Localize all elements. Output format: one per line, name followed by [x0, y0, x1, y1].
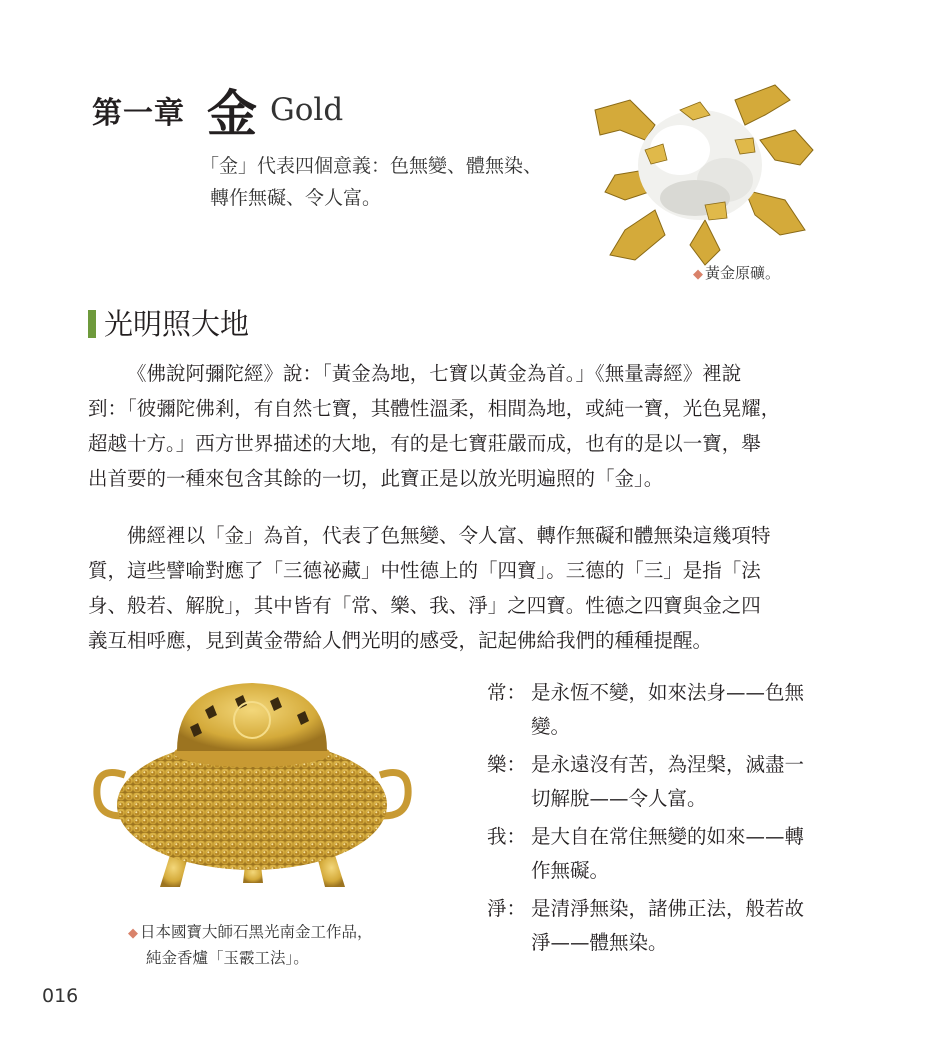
paragraph-line: 質，這些譬喻對應了「三德祕藏」中性德上的「四寶」。三德的「三」是指「法 [88, 559, 761, 582]
paragraph-line: 佛經裡以「金」為首，代表了色無變、令人富、轉作無礙和體無染這幾項特 [127, 524, 771, 547]
section-title: 光明照大地 [104, 307, 250, 341]
nugget-caption [693, 262, 780, 283]
virtue-desc-line: 作無礙。 [531, 859, 610, 882]
chapter-character: 金 [207, 84, 257, 143]
diamond-bullet-icon: ◆ [693, 267, 703, 282]
paragraph-line: 超越十方。」西方世界描述的大地，有的是七寶莊嚴而成，也有的是以一寶，舉 [88, 432, 761, 455]
virtue-item [487, 676, 827, 744]
four-virtues-list [487, 676, 827, 964]
virtue-desc-line: 切解脫——令人富。 [531, 787, 707, 810]
section-accent-bar [88, 310, 96, 338]
virtue-desc-line: 是永遠沒有苦，為涅槃，滅盡一 [531, 753, 805, 776]
intro-line: 「金」代表四個意義：色無變、體無染、 [200, 155, 543, 177]
paragraph-1 [88, 356, 816, 496]
virtue-desc-line: 是清淨無染，諸佛正法，般若故 [531, 897, 805, 920]
chapter-intro [200, 150, 570, 214]
virtue-desc-line: 淨——體無染。 [531, 931, 668, 954]
chapter-english-title: Gold [270, 92, 344, 128]
censer-caption-line: 純金香爐「玉霰工法」。 [146, 949, 309, 967]
virtue-term: 我： [487, 825, 527, 848]
diamond-bullet-icon: ◆ [128, 926, 138, 941]
paragraph-line: 到：「彼彌陀佛剎，有自然七寶，其體性溫柔，相間為地，或純一寶，光色晃耀， [88, 397, 781, 420]
virtue-term: 樂： [487, 753, 527, 776]
gold-nugget-image [585, 80, 815, 270]
chapter-label: 第一章 [92, 96, 185, 131]
quartz-body [638, 110, 762, 220]
nugget-caption-text: 黃金原礦。 [705, 264, 781, 282]
virtue-item [487, 892, 827, 960]
virtue-item [487, 748, 827, 816]
virtue-desc-line: 是永恆不變，如來法身——色無 [531, 681, 805, 704]
virtue-term: 常： [487, 681, 527, 704]
page-number: 016 [42, 985, 79, 1007]
censer-caption-line: 日本國寶大師石黑光南金工作品， [140, 923, 373, 941]
virtue-item [487, 820, 827, 888]
virtue-term: 淨： [487, 897, 527, 920]
paragraph-line: 《佛說阿彌陀經》說：「黃金為地，七寶以黃金為首。」《無量壽經》裡說 [127, 362, 742, 385]
paragraph-line: 身、般若、解脫」，其中皆有「常、樂、我、淨」之四寶。性德之四寶與金之四 [88, 594, 761, 617]
virtue-desc-line: 變。 [531, 715, 571, 738]
intro-line: 轉作無礙、令人富。 [210, 187, 382, 209]
gold-censer-image [85, 665, 420, 895]
censer-caption [128, 920, 373, 970]
paragraph-2 [88, 518, 816, 658]
virtue-desc-line: 是大自在常住無變的如來——轉 [531, 825, 805, 848]
paragraph-line: 義互相呼應，見到黃金帶給人們光明的感受，記起佛給我們的種種提醒。 [88, 629, 713, 652]
paragraph-line: 出首要的一種來包含其餘的一切，此寶正是以放光明遍照的「金」。 [88, 467, 664, 490]
